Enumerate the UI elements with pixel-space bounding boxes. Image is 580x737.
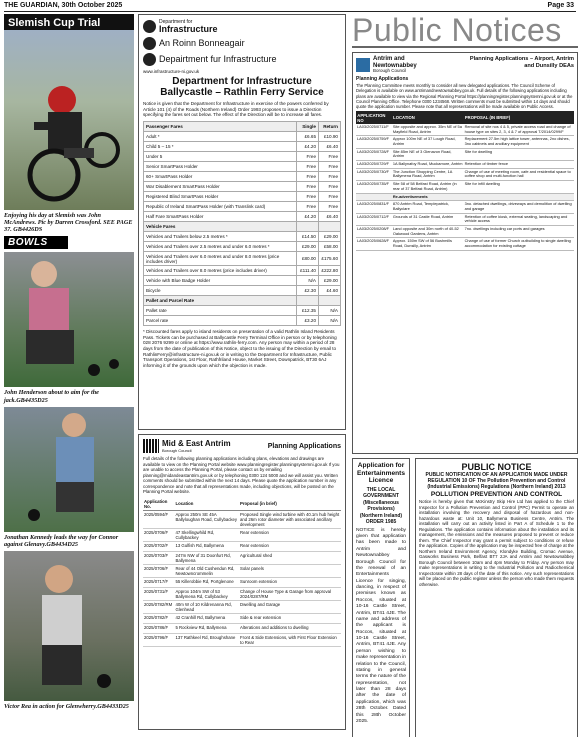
table-cell: 7no. dwellings including car ports and garages bbox=[464, 225, 574, 237]
fare-cell: N/A bbox=[297, 275, 319, 285]
fare-cell: Parcel rate bbox=[144, 315, 297, 325]
fare-cell bbox=[297, 222, 319, 232]
fare-cell: £222.80 bbox=[319, 265, 341, 275]
page-number: Page 33 bbox=[547, 2, 574, 9]
fare-cell: Free bbox=[297, 162, 319, 172]
fare-cell: Republic of Ireland SmartPass Holder (with Translink card) bbox=[144, 202, 297, 212]
fare-cell: Free bbox=[319, 152, 341, 162]
column-header: LOCATION bbox=[392, 111, 464, 124]
fare-cell bbox=[297, 295, 319, 305]
table-cell: LA03/2025/0711/F bbox=[356, 124, 392, 136]
licence-title: Application for Entertainments Licence bbox=[357, 462, 405, 485]
table-row bbox=[144, 222, 341, 232]
fare-cell bbox=[319, 222, 341, 232]
table-cell: Removal of site nos 4 & 5, private access road and change of house type on sites 2, 3, 4 & 7 of approval T/2014/0299/F bbox=[464, 124, 574, 136]
table-cell: Change of use of meeting room, cafe and residential space to coffee shop and multi-function hall bbox=[464, 168, 574, 180]
table-row bbox=[143, 634, 341, 647]
fare-cell: Vehicles and Trailers over 8.0 metres (price includes driver) bbox=[144, 265, 297, 275]
table-cell: Replacement 27.5m high lattice tower, antennas, 2no dishes, 3no cabinets and ancillary equipment bbox=[464, 136, 574, 148]
fare-cell: £29.00 bbox=[319, 232, 341, 242]
table-cell: Approx 100m NE of 37 Lough Road, Antrim bbox=[392, 136, 464, 148]
table-cell: 2025/0782/F bbox=[143, 613, 174, 623]
fare-cell: £4.60 bbox=[319, 285, 341, 295]
table-cell: LA03/2025/0730/F bbox=[356, 168, 392, 180]
table-cell: 47 Skellingwhild Rd, Cullybackey bbox=[174, 528, 239, 541]
fare-cell: Vehicles and Trailers over 2.5 metres and under 6.0 metres * bbox=[144, 242, 297, 252]
table-row bbox=[356, 201, 574, 213]
table-cell: LA03/2025/0729/F bbox=[356, 161, 392, 169]
fare-cell: Free bbox=[297, 202, 319, 212]
table-row bbox=[143, 577, 341, 587]
crest-icon bbox=[143, 37, 156, 50]
table-cell: 870 Antrim Road, Templepatrick, Ballyclare bbox=[392, 201, 464, 213]
mea-logo-sub: Borough Council bbox=[162, 447, 192, 453]
table-cell: Rear of 44 Old Cushendun Rd, Newtowncrommelin bbox=[174, 564, 239, 577]
fare-cell: Vehicles and Trailers below 2.5 metres * bbox=[144, 232, 297, 242]
fare-cell: £4.20 bbox=[297, 212, 319, 222]
fare-cell: £175.60 bbox=[319, 252, 341, 266]
fare-cell: £12.35 bbox=[297, 305, 319, 315]
column-header: Location bbox=[174, 498, 239, 511]
table-cell: 137 Rathkeel Rd, Broughshane bbox=[174, 634, 239, 647]
table-row bbox=[144, 265, 341, 275]
anbc-planning-notice bbox=[352, 52, 578, 454]
table-cell: LA03/2025/0712/F bbox=[356, 213, 392, 225]
table-cell: Alterations and additions to dwelling bbox=[239, 624, 341, 634]
fare-cell: £80.00 bbox=[297, 252, 319, 266]
ppc-body: Notice is hereby given that McKinstry Skip Hire Ltd has applied to the Chief Inspector for a Pollution Prevention and Control (PPC) Permit to operate an installation involving the recovery and disposal of hazardous and non-hazardous waste at: Unit 10, Ballymena Business Centre, Antrim. The installation will carry out an activity listed in Part A of Schedule 1 to the Regulations. The application contains information about the installation and its management, the emissions and the measures proposed to prevent or reduce them. The Chief Inspector may grant a permit subject to conditions or refuse the application. Copies of the application may be inspected free of charge at the Northern Ireland Environment Agency, Klondyke Building, Cromac Avenue, Gasworks Business Park, Belfast BT7 2JA and Antrim and Newtownabbey Borough Council between 10am and 4pm Monday to Friday. Any person may make representations in writing to the Industrial Pollution and Radiochemical Inspectorate within 28 days of the date of this notice. Any such representations will be placed on the public register unless the person who made them requests otherwise. bbox=[419, 499, 574, 587]
trial-rider-photo bbox=[4, 30, 134, 210]
table-row bbox=[356, 238, 574, 250]
fare-cell: Senior SmartPass Holder bbox=[144, 162, 297, 172]
fare-cell: Half Fare SmartPass Holder bbox=[144, 212, 297, 222]
table-row bbox=[143, 624, 341, 634]
entertainments-licence-notice bbox=[352, 458, 410, 737]
table-cell: 55 Killerobbie Rd, Portglenone bbox=[174, 577, 239, 587]
table-cell: Re-advertisements bbox=[392, 193, 464, 201]
table-cell: Approx 250m SE 45A Ballyloughan Road, Cullybackey bbox=[174, 510, 239, 528]
bowler-image-1 bbox=[4, 252, 134, 387]
fare-cell: N/A bbox=[319, 305, 341, 315]
bowler-image-2 bbox=[4, 407, 134, 532]
table-row bbox=[356, 161, 574, 169]
fares-header-cell: Single bbox=[297, 122, 319, 132]
bowls-banner: BOWLS bbox=[4, 236, 68, 249]
anbc-logo bbox=[356, 56, 417, 74]
anbc-header bbox=[356, 56, 574, 74]
table-row bbox=[143, 613, 341, 623]
mea-heading: Planning Applications bbox=[267, 442, 341, 450]
table-cell: 40m W of 10 Kildrenanna Rd, Glenhead bbox=[174, 600, 239, 613]
table-row bbox=[144, 275, 341, 285]
dfi-logo-2 bbox=[143, 37, 341, 50]
mea-applications-table bbox=[143, 498, 341, 648]
table-row bbox=[144, 252, 341, 266]
table-row bbox=[143, 600, 341, 613]
fares-header-cell: Return bbox=[319, 122, 341, 132]
dfi-url: www.infrastructure-ni.gov.uk bbox=[143, 69, 200, 74]
column-header: Proposal (in brief) bbox=[239, 498, 341, 511]
table-row bbox=[143, 510, 341, 528]
table-cell: Approx. 150m SW of 56 Bushmills Road, Dunsilly, Antrim bbox=[392, 238, 464, 250]
table-cell: Site 85m NE of 3 Glenavon Road, Antrim bbox=[392, 148, 464, 160]
table-cell: 13 Gulfish Rd, Ballymena bbox=[174, 541, 239, 551]
column-header: PROPOSAL (IN BRIEF) bbox=[464, 111, 574, 124]
table-row bbox=[356, 148, 574, 160]
caption-rea: Victor Rea in action for Glenwherry.GB4433D25 bbox=[4, 702, 129, 710]
mea-header bbox=[143, 439, 341, 453]
middle-column bbox=[138, 14, 346, 730]
table-cell: Proposed Single wind turbine with 40.1m hub height and 26m rotor diameter with associated ancillary development bbox=[240, 511, 340, 527]
ppc-heading-2: POLLUTION PREVENTION AND CONTROL bbox=[430, 491, 563, 498]
mea-logo bbox=[143, 439, 231, 453]
anbc-logo-line2: Newtownabbey bbox=[373, 62, 417, 69]
dfi-logo-ulster: Depairtment fur Infrastructure bbox=[159, 54, 277, 64]
council-logo-icon bbox=[356, 58, 370, 72]
fare-cell: £10.90 bbox=[319, 132, 341, 142]
table-row bbox=[144, 162, 341, 172]
ppc-heading: PUBLIC NOTICE bbox=[461, 462, 532, 472]
fare-cell: Adult * bbox=[144, 132, 297, 142]
table-cell: 42 Cranhill Rd, Ballymena bbox=[174, 613, 239, 623]
table-cell: Approx 104m SW of 53 Ballymena Rd, Cullybackey bbox=[174, 587, 239, 600]
fare-cell: £4.20 bbox=[297, 142, 319, 152]
caption-rider: Enjoying his day at Slemish was John McAndrews. Pic by Darren Crossford. SEE PAGE 37. GB4426DS bbox=[4, 212, 133, 234]
table-row bbox=[144, 152, 341, 162]
paper-date: THE GUARDIAN, 30th October 2025 bbox=[4, 2, 123, 9]
fare-cell: Vehicles and Trailers over 6.0 metres and under 8.0 metres (price includes driver) bbox=[144, 252, 297, 266]
fare-cell: Free bbox=[319, 172, 341, 182]
public-notices-column bbox=[352, 14, 578, 737]
anbc-intro: The Planning Committee meets monthly to consider all new delegated applications. The Council Scheme of Delegation is available on www.antrimandnewtownabbey.gov.uk. Full details of the following applications including plans are available to view via the Regional Planning Portal https://planningregister.planningsystemni.gov.uk or at the Council Planning Office. Telephone 0300 1234568. Written comments must be submitted within 14 days and should quote the application number. Please note that all representations will be made available on Public Access. bbox=[356, 83, 573, 110]
public-notices-title: Public Notices bbox=[352, 14, 578, 48]
table-cell: 2025/0702/F bbox=[143, 541, 174, 551]
table-cell: Site 58 of 58 Belfast Road, Antrim (in rear of 37 Belfast Road, Antrim) bbox=[392, 181, 464, 193]
table-row bbox=[144, 242, 341, 252]
anbc-subheading: Planning Applications bbox=[356, 76, 409, 83]
mea-planning-notice bbox=[138, 434, 346, 730]
table-row bbox=[143, 587, 341, 600]
fare-cell: Vehicle Fares bbox=[144, 222, 297, 232]
table-cell: 2025/0731/F bbox=[143, 587, 174, 600]
bowls-photo-3 bbox=[4, 551, 134, 701]
table-row bbox=[356, 168, 574, 180]
fares-table bbox=[143, 121, 341, 326]
fare-cell: N/A bbox=[319, 315, 341, 325]
table-cell: LA03/2025/0628/F bbox=[356, 238, 392, 250]
table-row bbox=[144, 132, 341, 142]
crest-icon bbox=[143, 20, 156, 33]
table-row bbox=[356, 124, 574, 136]
fare-cell: £3.20 bbox=[297, 315, 319, 325]
caption-henderson: John Henderson about to aim for the jack.GB4435D25 bbox=[4, 389, 99, 404]
table-cell: Side & rear extension bbox=[239, 613, 341, 623]
council-logo-icon bbox=[143, 439, 159, 453]
table-cell: Sunroom extension bbox=[239, 577, 341, 587]
anbc-applications-table bbox=[356, 111, 574, 250]
dfi-logo-3 bbox=[143, 53, 341, 66]
fare-cell: £2.30 bbox=[297, 285, 319, 295]
fare-cell: Free bbox=[297, 192, 319, 202]
dfi-title-2: Ballycastle – Rathlin Ferry Service bbox=[160, 87, 324, 98]
fare-cell: Vehicle with Blue Badge Holder bbox=[144, 275, 297, 285]
table-cell: Front & Side Extensions, with First Floor Extension to Rear bbox=[239, 634, 341, 647]
fares-header-row bbox=[144, 122, 341, 132]
anbc-logo-text bbox=[373, 56, 417, 74]
fare-cell: 60+ SmartPass Holder bbox=[144, 172, 297, 182]
table-cell: The Junction Shopping Centre, 1A Ballymena Road, Antrim bbox=[392, 168, 464, 180]
table-row bbox=[144, 182, 341, 192]
table-cell: Site opposite and approx. 35m NE of 5a Mayfield Road, Antrim bbox=[392, 124, 464, 136]
fare-cell: £29.00 bbox=[319, 275, 341, 285]
table-row bbox=[144, 192, 341, 202]
table-cell: 2025/0782/RM bbox=[143, 600, 174, 613]
table-row bbox=[144, 315, 341, 325]
table-cell: 247m NW of 31 Doonfurt Rd, Ballymena bbox=[174, 551, 239, 564]
table-cell: Retention of coffee kiosk, external seating, landscaping and vehicle access bbox=[464, 213, 574, 225]
table-row bbox=[144, 212, 341, 222]
dfi-logo-irish: An Roinn Bonneagair bbox=[159, 38, 245, 48]
table-cell: 2025/0706/F bbox=[143, 528, 174, 541]
fare-cell: Child 5 – 15 * bbox=[144, 142, 297, 152]
fare-cell: War Disablement SmartPass Holder bbox=[144, 182, 297, 192]
sport-column bbox=[4, 14, 134, 732]
table-cell: Change of House Type & Garage from approval 2024/0287/RM bbox=[239, 587, 341, 600]
table-row bbox=[356, 213, 574, 225]
fare-cell: £6.65 bbox=[297, 132, 319, 142]
fare-cell: Free bbox=[297, 172, 319, 182]
fare-cell: Bicycle bbox=[144, 285, 297, 295]
table-cell: Site for dwelling bbox=[464, 148, 574, 160]
table-cell: Site for infill dwelling bbox=[464, 181, 574, 193]
lower-notices bbox=[352, 458, 578, 737]
fare-cell: £6.40 bbox=[319, 212, 341, 222]
table-cell: LA03/2025/0208/F bbox=[356, 225, 392, 237]
table-row bbox=[356, 181, 574, 193]
licence-order: THE LOCAL GOVERNMENT (Miscellaneous Provisions) (Northern Ireland) ORDER 1985 bbox=[359, 486, 403, 526]
fare-cell: £58.00 bbox=[319, 242, 341, 252]
fare-cell: Free bbox=[297, 152, 319, 162]
table-cell: 5 Rockview Rd, Ballymena bbox=[174, 624, 239, 634]
anbc-logo-line3: Borough Council bbox=[373, 68, 407, 74]
fares-header-cell: Passenger Fares bbox=[144, 122, 297, 132]
table-cell: Solar panels bbox=[239, 564, 341, 577]
table-row bbox=[144, 305, 341, 315]
fare-cell: £6.40 bbox=[319, 142, 341, 152]
bowls-photo-1 bbox=[4, 252, 134, 387]
fare-cell: Pallet rate bbox=[144, 305, 297, 315]
table-row bbox=[143, 551, 341, 564]
column-header: Application No. bbox=[143, 498, 174, 511]
table-cell: 3no. detached dwellings, driveways and demolition of dwelling and garage bbox=[464, 201, 574, 213]
fare-cell: Free bbox=[319, 162, 341, 172]
table-cell: Change of use of former Church outbuilding to single dwelling accommodation for existing cottage bbox=[464, 238, 574, 250]
ppc-subheading: PUBLIC NOTIFICATION OF AN APPLICATION MADE UNDER REGULATION 10 OF The Pollution Prevention and Control (Industrial Emissions) Regulations (Northern Ireland) 2013 bbox=[425, 472, 568, 490]
page-header bbox=[0, 0, 580, 12]
table-cell: Dwelling and Garage bbox=[239, 600, 341, 613]
slemish-banner: Slemish Cup Trial bbox=[4, 14, 134, 30]
table-cell: Retention of timber fence bbox=[464, 161, 574, 169]
ppc-public-notice bbox=[415, 458, 578, 737]
anbc-heading: Planning Applications – Airport, Antrim and Dunsilly DEAs bbox=[469, 56, 574, 69]
bowls-photo-2 bbox=[4, 407, 134, 532]
dfi-title-1: Department for Infrastructure bbox=[172, 76, 312, 87]
column-header: APPLICATION NO bbox=[356, 111, 392, 124]
fare-cell: Free bbox=[319, 202, 341, 212]
mea-intro: Full details of the following planning applications including plans, elevations and drawings are available to view on the Planning Portal website www.planningregister.planningsystemni.gov.uk If you are unable to access the Planning Portal, please contact us by emailing planning@midandeastantrim.gov.uk or by telephoning 0300 124 5000 and we will assist you. Written comments should be submitted within the next 14 days. Please quote the application number in any correspondence and note that all representations made, including objections, will be posted on the Planning Portal website. bbox=[143, 456, 340, 494]
table-cell: 2025/0594/F bbox=[143, 510, 174, 528]
dfi-logo-1 bbox=[143, 19, 341, 34]
caption-kennedy: Jonathan Kennedy leads the way for Connor against Glenavy.GB4434D25 bbox=[4, 533, 119, 548]
table-row bbox=[143, 541, 341, 551]
table-row bbox=[144, 202, 341, 212]
dfi-footnote: * Discounted fares apply to island residents on presentation of a valid Rathlin Island Residents Pass. Tickets can be purchased at Ballycastle Ferry Terminal Office in person or by telephoning 028 2076 9299 or online at https://www.rathlin-ferry.com. Any person may within a period of 28 days from the date of publication of this Notice, object to the issuing of the Direction by email to RathlinFerry@infrastructure-ni.gov.uk or in writing to the Department for Infrastructure, Public Transport Operations, 1st Floor, Rathfriland House, Market Street, Downpatrick, BT30 6AJ informing it of the grounds upon which the objection is made. bbox=[143, 328, 337, 369]
table-cell: 2025/0786/F bbox=[143, 624, 174, 634]
fare-cell: Registered Blind SmartPass Holder bbox=[144, 192, 297, 202]
licence-body: NOTICE is hereby given that application has been made to Antrim and Newtownabbey Borough Council for the renewal of an Entertainments Licence for singing, dancing, in respect of premises known as Roccos, situated at 10-16 Castle Street, Antrim, BT41 4JE. The name and address of the applicant is Roccos, situated at 10-16 Castle Street, Antrim, BT41 4JE. Any person wishing to make representation in relation to the Council, stating in general terms the nature of the representation, not later than 28 days after the date of application, which was 28th October. Dated this 28th October 2025. bbox=[356, 527, 406, 724]
table-row bbox=[144, 142, 341, 152]
table-row bbox=[144, 172, 341, 182]
table-cell bbox=[464, 193, 574, 201]
table-cell: Land opposite and 30m north of 40-52 Oakwood Gardens, Antrim bbox=[392, 225, 464, 237]
table-row bbox=[144, 285, 341, 295]
table-row bbox=[144, 295, 341, 305]
table-cell: 2025/0796/F bbox=[143, 634, 174, 647]
fare-cell: Pallet and Parcel Rate bbox=[144, 295, 297, 305]
table-cell: 2025/0717/F bbox=[143, 577, 174, 587]
bowler-image-3 bbox=[4, 551, 134, 701]
table-cell: 2025/0706/F bbox=[143, 564, 174, 577]
fare-cell: Free bbox=[319, 192, 341, 202]
mea-logo-name: Mid & East Antrim bbox=[162, 438, 231, 448]
table-cell: LA03/2025/0735/F bbox=[356, 181, 392, 193]
table-cell: Rear extension bbox=[239, 528, 341, 541]
table-cell: Grounds of 31 Castle Road, Antrim bbox=[392, 213, 464, 225]
table-cell: LA03/2025/0728/F bbox=[356, 148, 392, 160]
fare-cell: Free bbox=[297, 182, 319, 192]
table-row bbox=[356, 136, 574, 148]
fare-cell bbox=[319, 295, 341, 305]
fare-cell: £29.00 bbox=[297, 242, 319, 252]
motorbike-rider-image bbox=[4, 30, 134, 210]
table-row bbox=[144, 232, 341, 242]
fare-cell: Free bbox=[319, 182, 341, 192]
table-cell: LA03/2025/0759/F bbox=[356, 136, 392, 148]
table-cell: Agricultural shed bbox=[239, 551, 341, 564]
anbc-logo-line1: Antrim and bbox=[373, 56, 405, 62]
dfi-logo-main: Infrastructure bbox=[159, 24, 218, 34]
table-row bbox=[143, 564, 341, 577]
table-row bbox=[356, 193, 574, 201]
fare-cell: £111.40 bbox=[297, 265, 319, 275]
table-row bbox=[143, 528, 341, 541]
crest-icon bbox=[143, 53, 156, 66]
fare-cell: £14.50 bbox=[297, 232, 319, 242]
table-cell: 1A Ballynafoy Road, Muckamore, Antrim bbox=[392, 161, 464, 169]
table-cell: 2025/0703/F bbox=[143, 551, 174, 564]
table-cell bbox=[356, 193, 392, 201]
dfi-ferry-notice bbox=[138, 14, 346, 430]
fare-cell: Under 5 bbox=[144, 152, 297, 162]
dfi-logo-top: Department for bbox=[159, 19, 193, 25]
table-cell: LA03/2025/0831/F bbox=[356, 201, 392, 213]
table-row bbox=[356, 225, 574, 237]
table-cell: Rear extension bbox=[239, 541, 341, 551]
dfi-note: Notice is given that the Department for Infrastructure in exercise of the powers conferred by Article 101 (4) of the Roads (Northern Ireland) Order 1993 proposes to issue a Direction specifying the fares set out below. The effect of the Direction will be to increase all fares. bbox=[143, 101, 329, 118]
